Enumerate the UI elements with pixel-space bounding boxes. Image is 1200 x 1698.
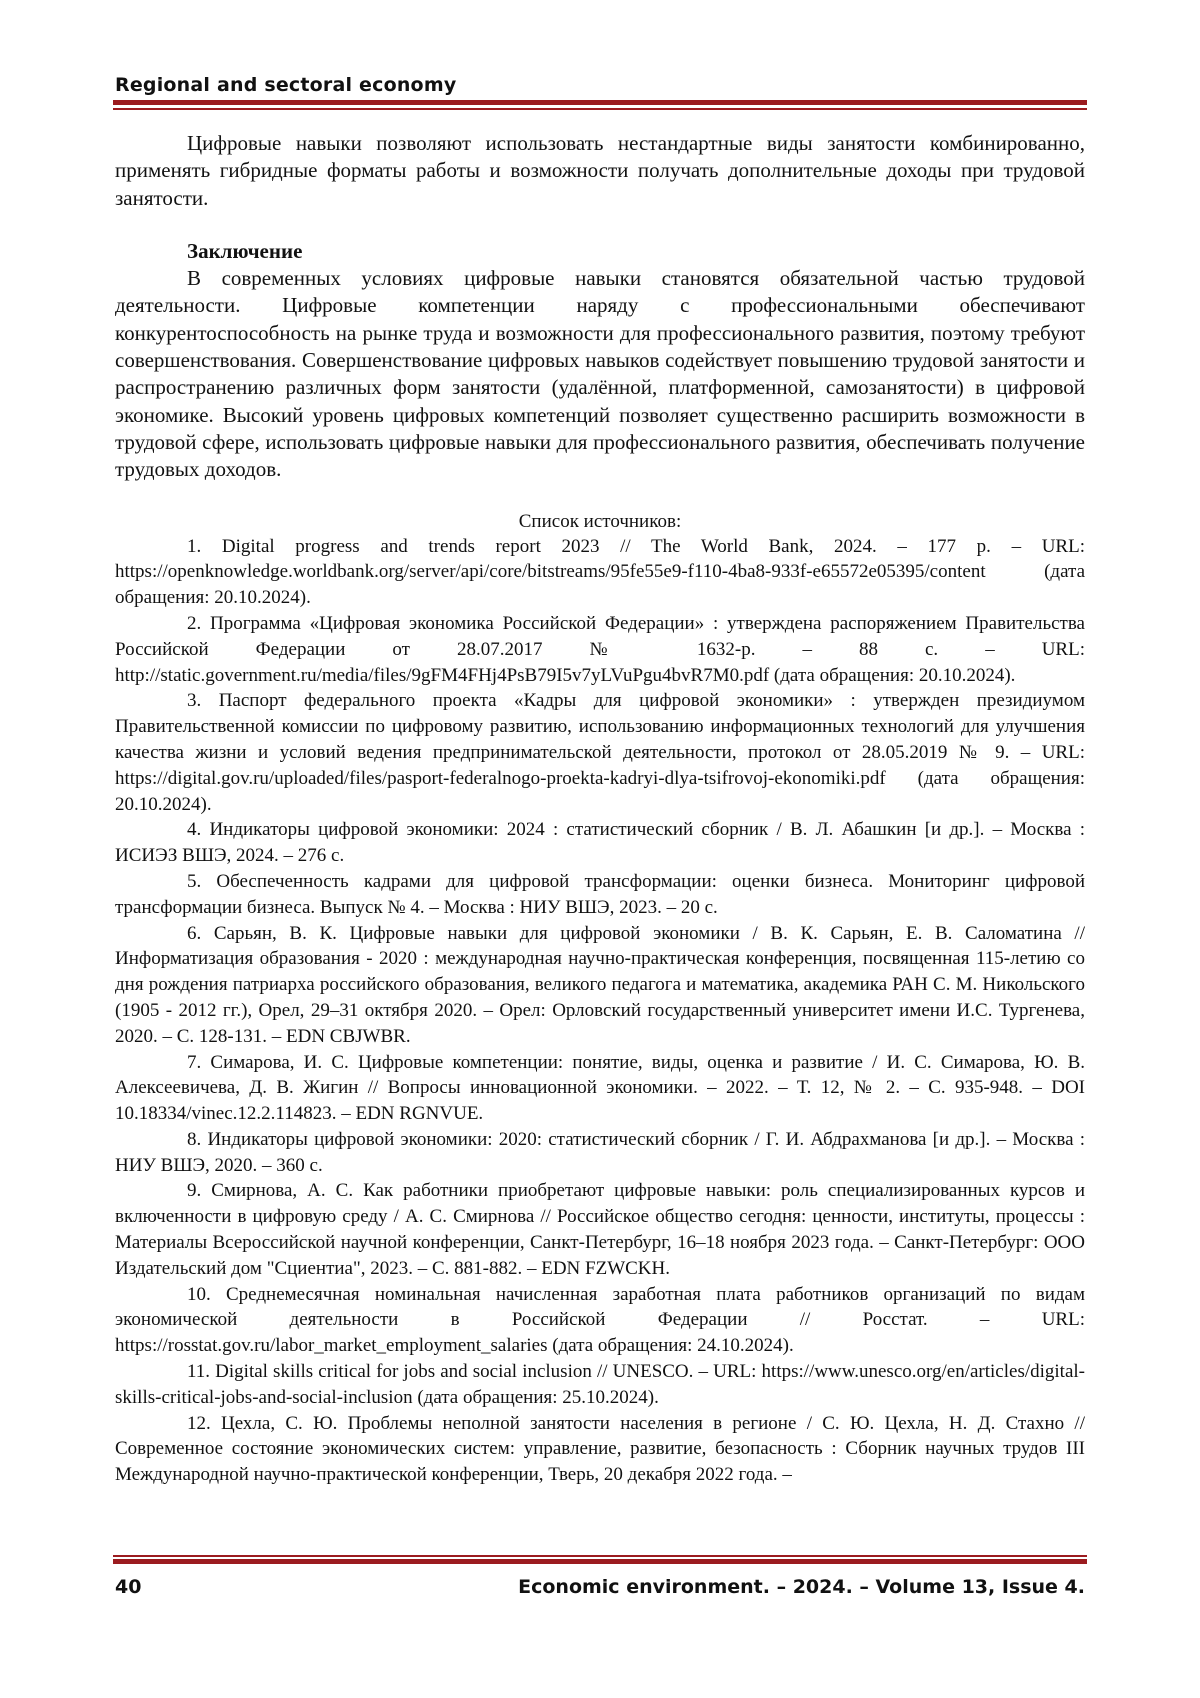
reference-item: 7. Симарова, И. С. Цифровые компетенции: понятие, виды, оценка и развитие / И. С. Симарова, Ю. В. Алексеевичева, Д. В. Жигин // Вопросы инновационной экономики. – 2022. – Т. 12, № 2. – С. 935-948. – DOI 10.18334/vinec.12.2.114823. – EDN RGNVUE. <box>115 1051 1085 1125</box>
article-body <box>115 130 1085 1488</box>
body-paragraph: Цифровые навыки позволяют использовать нестандартные виды занятости комбинированно, применять гибридные форматы работы и возможности получать дополнительные доходы при трудовой занятости. <box>115 131 1085 210</box>
references-title: Список источников: <box>518 510 682 532</box>
footer-rule-thin <box>113 1555 1087 1557</box>
references-list <box>115 534 1085 1488</box>
reference-item: 4. Индикаторы цифровой экономики: 2024 : статистический сборник / В. Л. Абашкин [и др.]. – Москва : ИСИЭЗ ВШЭ, 2024. – 276 с. <box>115 819 1085 867</box>
page-number: 40 <box>115 1576 142 1598</box>
journal-citation: Economic environment. – 2024. – Volume 13, Issue 4. <box>518 1576 1085 1598</box>
reference-item: 8. Индикаторы цифровой экономики: 2020: статистический сборник / Г. И. Абдрахманова [и др.]. – Москва : НИУ ВШЭ, 2020. – 360 с. <box>115 1128 1085 1176</box>
conclusion-paragraph: В современных условиях цифровые навыки становятся обязательной частью трудовой деятельности. Цифровые компетенции наряду с профессиональными обеспечивают конкурентоспособность на рынке труда и возможности для профессионального развития, поэтому требуют совершенствования. Совершенствование цифровых навыков содействует повышению трудовой занятости и распространению различных форм занятости (удалённой, платформенной, самозанятости) в цифровой экономике. Высокий уровень цифровых компетенций позволяет существенно расширить возможности в трудовой сфере, использовать цифровые навыки для профессионального развития, обеспечивать получение трудовых доходов. <box>115 266 1085 482</box>
reference-item: 1. Digital progress and trends report 2023 // The World Bank, 2024. – 177 p. – URL: https://openknowledge.worldbank.org/server/api/core/bitstreams/95fe55e9-f110-4ba8-933f-e65572e05395/content (дата обращения: 20.10.2024). <box>115 535 1085 609</box>
reference-item: 10. Среднемесячная номинальная начисленная заработная плата работников организаций по видам экономической деятельности в Российской Федерации // Росстат. – URL: https://rosstat.gov.ru/labor_market_employment_salaries (дата обращения: 24.10.2024). <box>115 1283 1085 1357</box>
section-heading-conclusion: Заключение <box>187 238 303 263</box>
reference-item: 5. Обеспеченность кадрами для цифровой трансформации: оценки бизнеса. Мониторинг цифровой трансформации бизнеса. Выпуск № 4. – Москва : НИУ ВШЭ, 2023. – 20 с. <box>115 870 1085 918</box>
running-header: Regional and sectoral economy <box>115 74 457 96</box>
reference-item: 3. Паспорт федерального проекта «Кадры для цифровой экономики» : утвержден президиумом Правительственной комиссии по цифровому развитию, использованию информационных технологий для улучшения качества жизни и условий ведения предпринимательской деятельности, протокол от 28.05.2019 № 9. – URL: https://digital.gov.ru/uploaded/files/pasport-federalnogo-proekta-kadryi-dlya-tsifrovoj-ekonomiki.pdf (дата обращения: 20.10.2024). <box>115 690 1085 815</box>
reference-item: 11. Digital skills critical for jobs and social inclusion // UNESCO. – URL: https://www.unesco.org/en/articles/digital-skills-critical-jobs-and-social-inclusion (дата обращения: 25.10.2024). <box>115 1361 1085 1408</box>
reference-item: 2. Программа «Цифровая экономика Российской Федерации» : утверждена распоряжением Правительства Российской Федерации от 28.07.2017 № 1632-р. – 88 с. – URL: http://static.government.ru/media/files/9gFM4FHj4PsB79I5v7yLVuPgu4bvR7M0.pdf (дата обращения: 20.10.2024). <box>115 612 1085 686</box>
reference-item: 6. Сарьян, В. К. Цифровые навыки для цифровой экономики / В. К. Сарьян, Е. В. Саломатина // Информатизация образования - 2020 : международная научно-практическая конференция, посвященная 115-летию со дня рождения патриарха российского образования, великого педагога и математика, академика РАН С. М. Никольского (1905 - 2012 гг.), Орел, 29–31 октября 2020. – Орел: Орловский государственный университет имени И.С. Тургенева, 2020. – С. 128-131. – EDN CBJWBR. <box>115 922 1085 1047</box>
reference-item: 9. Смирнова, А. С. Как работники приобретают цифровые навыки: роль специализированных курсов и включенности в цифровую среду / А. С. Смирнова // Российское общество сегодня: ценности, институты, процессы : Материалы Всероссийской научной конференции, Санкт-Петербург, 16–18 ноября 2023 года. – Санкт-Петербург: ООО Издательский дом "Сциентиа", 2023. – С. 881-882. – EDN FZWCKH. <box>115 1180 1085 1279</box>
header-rule-thin <box>113 108 1087 110</box>
header-rule-thick <box>113 100 1087 105</box>
footer-rule-thick <box>113 1559 1087 1564</box>
reference-item: 12. Цехла, С. Ю. Проблемы неполной занятости населения в регионе / С. Ю. Цехла, Н. Д. Стахно // Современное состояние экономических систем: управление, развитие, безопасность : Сборник научных трудов III Международной научно-практической конференции, Тверь, 20 декабря 2022 года. – <box>115 1412 1085 1486</box>
